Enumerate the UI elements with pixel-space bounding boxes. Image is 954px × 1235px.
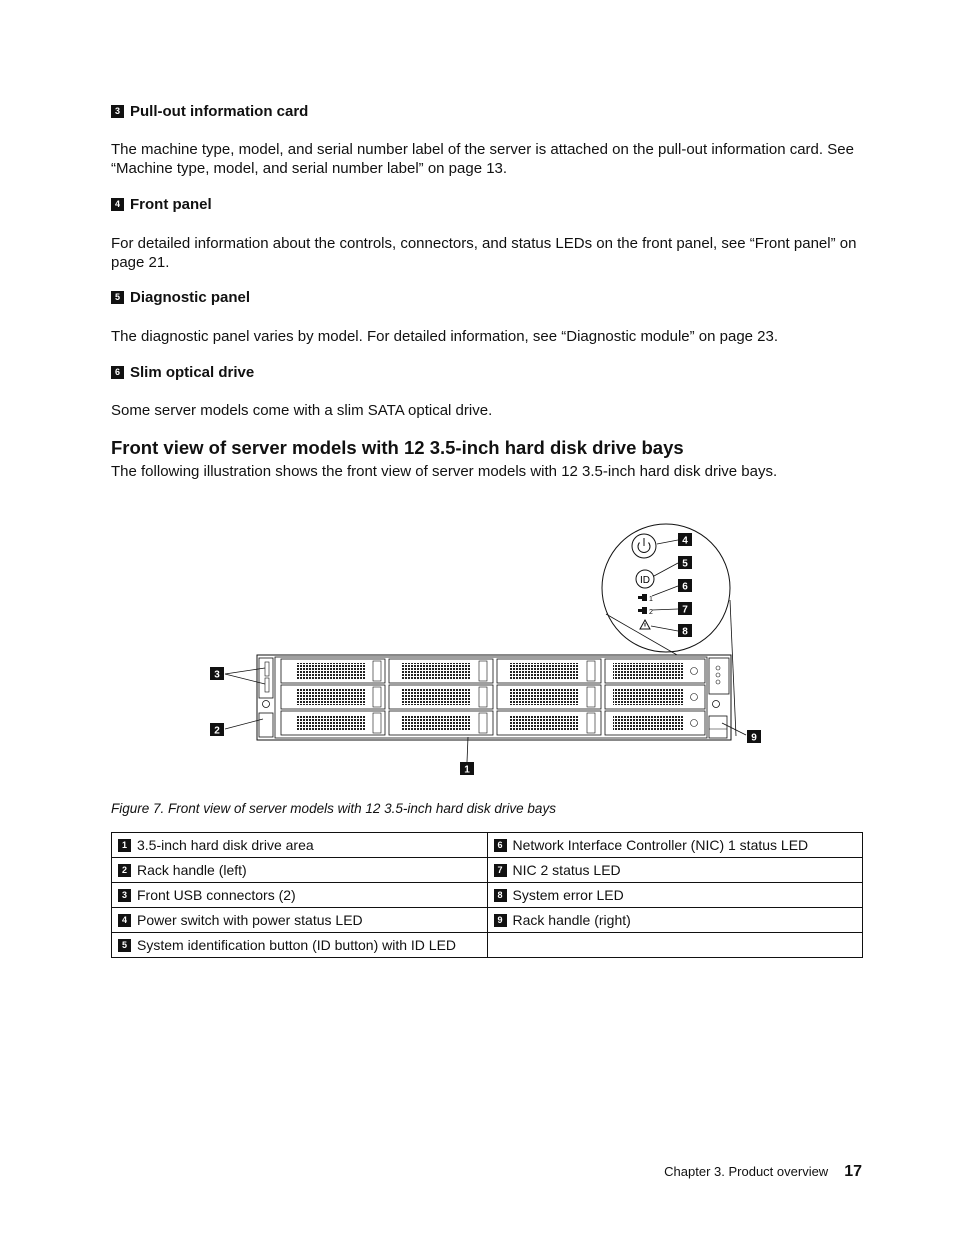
callout-badge: 3 bbox=[118, 889, 131, 902]
nic2-label: 2 bbox=[649, 609, 653, 616]
table-row bbox=[112, 833, 863, 858]
legend-text: Rack handle (right) bbox=[512, 912, 631, 928]
svg-text:9: 9 bbox=[751, 732, 757, 744]
section-heading-pull-out-card bbox=[111, 103, 308, 120]
callout-badge: 9 bbox=[494, 914, 507, 927]
callout-badge: 7 bbox=[494, 864, 507, 877]
callout-badge: 6 bbox=[111, 366, 124, 379]
section-title: Slim optical drive bbox=[130, 364, 255, 381]
callout-badge: 4 bbox=[118, 914, 131, 927]
callout-badge: 2 bbox=[118, 864, 131, 877]
callout-3 bbox=[210, 667, 224, 681]
id-label: ID bbox=[640, 575, 650, 586]
table-cell-empty bbox=[487, 933, 863, 958]
section-body: For detailed information about the controls, connectors, and status LEDs on the front panel, see “Front panel” on page 21. bbox=[111, 235, 857, 271]
callout-6 bbox=[678, 579, 692, 593]
callout-1 bbox=[460, 762, 474, 776]
svg-text:1: 1 bbox=[464, 764, 470, 776]
section-body: The diagnostic panel varies by model. For detailed information, see “Diagnostic module” on page 23. bbox=[111, 328, 779, 345]
section-body: Some server models come with a slim SATA optical drive. bbox=[111, 402, 493, 419]
table-cell bbox=[112, 908, 488, 933]
callout-7 bbox=[678, 602, 692, 616]
table-row bbox=[112, 858, 863, 883]
table-cell bbox=[112, 858, 488, 883]
server-front-view-figure bbox=[111, 518, 863, 788]
page-footer bbox=[664, 1163, 862, 1181]
section-title: Pull-out information card bbox=[130, 103, 309, 120]
table-cell bbox=[487, 883, 863, 908]
legend-text: NIC 2 status LED bbox=[512, 862, 621, 878]
power-icon bbox=[632, 534, 656, 558]
callout-9 bbox=[747, 730, 761, 744]
callout-badge: 6 bbox=[494, 839, 507, 852]
hard-disk-drive-area bbox=[281, 659, 705, 735]
svg-text:5: 5 bbox=[682, 558, 688, 570]
legend-text: Front USB connectors (2) bbox=[137, 887, 296, 903]
callout-5 bbox=[678, 556, 692, 570]
callout-8 bbox=[678, 624, 692, 638]
section-heading-slim-optical-drive bbox=[111, 364, 254, 381]
page-number: 17 bbox=[844, 1163, 862, 1180]
legend-text: System identification button (ID button) with ID LED bbox=[137, 937, 457, 953]
callout-legend-table bbox=[111, 832, 863, 958]
svg-text:7: 7 bbox=[682, 604, 688, 616]
svg-text:3: 3 bbox=[214, 669, 220, 681]
table-cell bbox=[487, 908, 863, 933]
zoom-circle bbox=[602, 524, 730, 652]
legend-text: System error LED bbox=[512, 887, 624, 903]
callout-badge: 3 bbox=[111, 105, 124, 118]
callout-4 bbox=[678, 533, 692, 547]
section-title: Diagnostic panel bbox=[130, 289, 251, 306]
figure-caption: Figure 7. Front view of server models with 12 3.5-inch hard disk drive bays bbox=[111, 801, 556, 816]
nic1-label: 1 bbox=[649, 596, 653, 603]
table-cell bbox=[487, 858, 863, 883]
section-body: The machine type, model, and serial number label of the server is attached on the pull-out information card. See “Machine type, model, and serial number label” on page 13. bbox=[111, 141, 854, 177]
svg-text:6: 6 bbox=[682, 581, 688, 593]
table-cell bbox=[487, 833, 863, 858]
callout-badge: 5 bbox=[111, 291, 124, 304]
svg-text:8: 8 bbox=[682, 626, 688, 638]
table-row bbox=[112, 933, 863, 958]
callout-badge: 5 bbox=[118, 939, 131, 952]
server-front-illustration bbox=[111, 518, 863, 783]
svg-text:4: 4 bbox=[682, 535, 688, 547]
table-cell bbox=[112, 933, 488, 958]
table-cell bbox=[112, 833, 488, 858]
callout-badge: 8 bbox=[494, 889, 507, 902]
section-heading-diagnostic-panel bbox=[111, 289, 250, 306]
callout-badge: 4 bbox=[111, 198, 124, 211]
page-heading: Front view of server models with 12 3.5-inch hard disk drive bays bbox=[111, 437, 684, 458]
table-row bbox=[112, 908, 863, 933]
svg-text:2: 2 bbox=[214, 725, 220, 737]
legend-text: Rack handle (left) bbox=[137, 862, 247, 878]
intro-text: The following illustration shows the front view of server models with 12 3.5-inch hard disk drive bays. bbox=[111, 463, 778, 480]
section-heading-front-panel bbox=[111, 196, 212, 213]
legend-text: Power switch with power status LED bbox=[137, 912, 363, 928]
table-row bbox=[112, 883, 863, 908]
callout-badge: 1 bbox=[118, 839, 131, 852]
table-cell bbox=[112, 883, 488, 908]
legend-text: Network Interface Controller (NIC) 1 status LED bbox=[512, 837, 809, 853]
legend-text: 3.5-inch hard disk drive area bbox=[137, 837, 314, 853]
callout-2 bbox=[210, 723, 224, 737]
id-button-icon bbox=[636, 570, 654, 588]
footer-chapter: Chapter 3. Product overview bbox=[664, 1164, 829, 1179]
section-title: Front panel bbox=[130, 196, 212, 213]
